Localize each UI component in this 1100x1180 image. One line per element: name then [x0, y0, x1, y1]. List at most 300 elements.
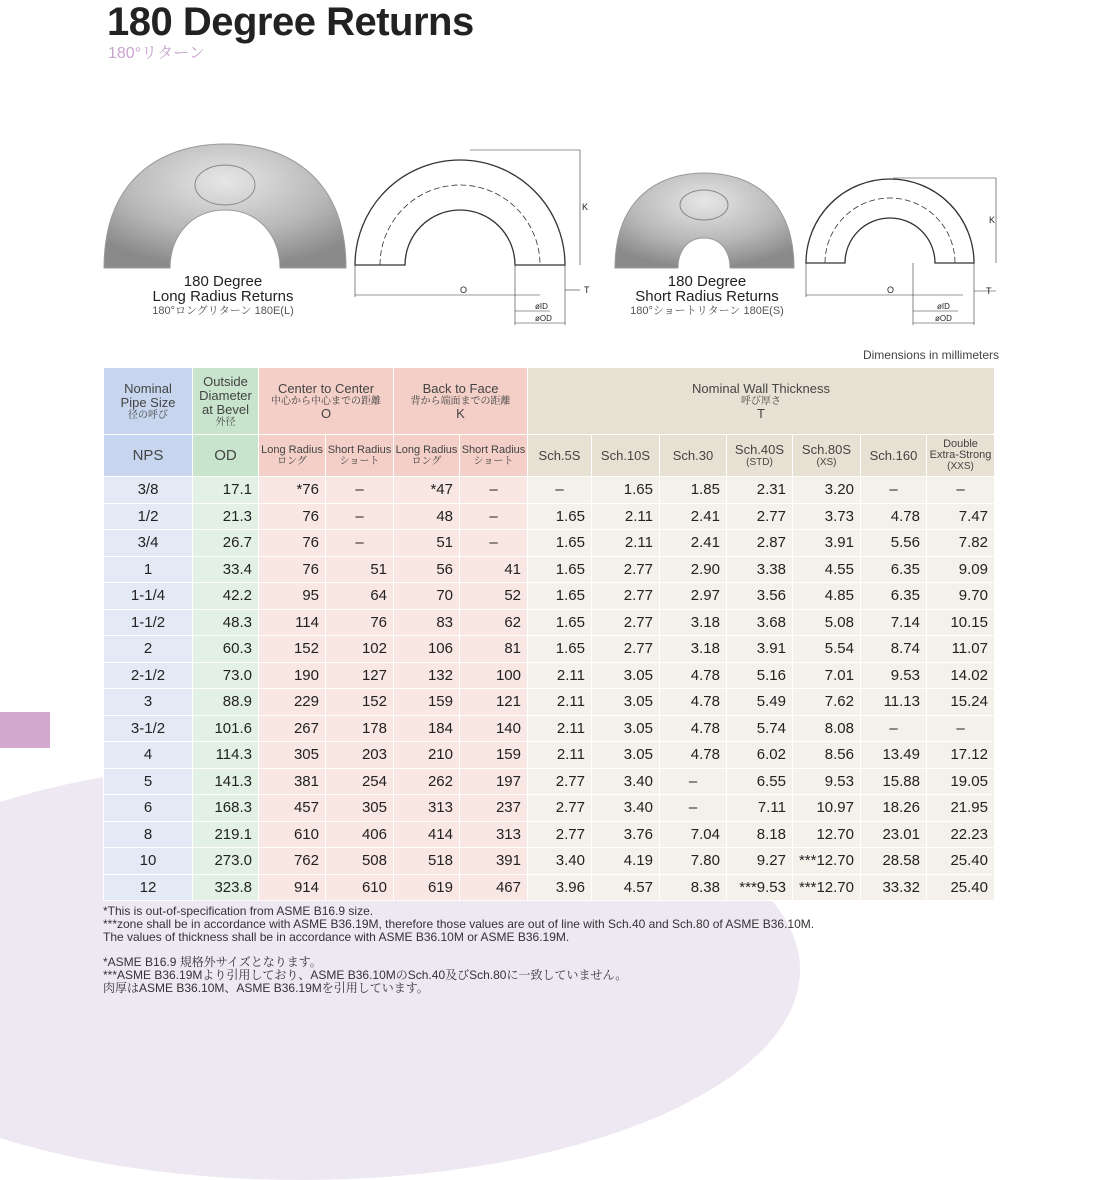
- table-cell: 5.54: [793, 636, 861, 663]
- table-cell: 4.78: [861, 503, 927, 530]
- table-cell: 3.05: [592, 742, 660, 769]
- table-cell: 17.12: [927, 742, 995, 769]
- table-cell: 48.3: [193, 609, 259, 636]
- table-cell: 9.70: [927, 583, 995, 610]
- table-row: [104, 874, 995, 901]
- table-cell: 3.91: [727, 636, 793, 663]
- table-cell: 2.77: [592, 609, 660, 636]
- table-cell: 467: [460, 874, 528, 901]
- label-o-short: O: [887, 285, 895, 295]
- table-cell: 33.4: [193, 556, 259, 583]
- header-ctc-en: Center to Center: [277, 380, 375, 396]
- cell-nps: 1-1/4: [104, 583, 193, 610]
- header-btf-long: [394, 435, 460, 477]
- cell-nps: 3/4: [104, 530, 193, 557]
- table-cell: –: [927, 477, 995, 504]
- label-t: T: [584, 285, 590, 295]
- header-xxs-l1: Double: [943, 438, 978, 450]
- header-btf-short: [460, 435, 528, 477]
- table-cell: 210: [394, 742, 460, 769]
- header-od-l3: at Bevel: [202, 401, 249, 417]
- table-cell: 25.40: [927, 874, 995, 901]
- table-cell: 51: [326, 556, 394, 583]
- table-cell: 7.01: [793, 662, 861, 689]
- table-cell: 3.05: [592, 715, 660, 742]
- header-ctc-short-jp: ショート: [339, 455, 380, 467]
- table-cell: 28.58: [861, 848, 927, 875]
- table-cell: 3.96: [528, 874, 592, 901]
- table-row: [104, 636, 995, 663]
- table-cell: 10.15: [927, 609, 995, 636]
- table-cell: 25.40: [927, 848, 995, 875]
- page-subtitle: 180°リターン: [108, 45, 205, 62]
- table-cell: 102: [326, 636, 394, 663]
- header-od: [193, 368, 259, 435]
- header-sch30: [660, 435, 727, 477]
- table-cell: 254: [326, 768, 394, 795]
- table-cell: 106: [394, 636, 460, 663]
- table-cell: 52: [460, 583, 528, 610]
- label-k: K: [582, 202, 589, 212]
- header-nps-label: NPS: [132, 447, 164, 464]
- table-cell: 2.77: [528, 768, 592, 795]
- cell-nps: 1-1/2: [104, 609, 193, 636]
- table-row: [104, 821, 995, 848]
- label-od: øOD: [535, 314, 552, 323]
- table-cell: 21.3: [193, 503, 259, 530]
- header-ctc-sym: O: [320, 405, 332, 421]
- header-ctc-long-label: Long Radius: [261, 443, 323, 456]
- header-xxs-l2: Extra-Strong: [929, 449, 992, 461]
- header-sch160: [861, 435, 927, 477]
- short-radius-caption: [612, 274, 802, 319]
- page-title: 180 Degree Returns: [107, 0, 474, 44]
- table-cell: 11.13: [861, 689, 927, 716]
- header-od-l2: Diameter: [199, 387, 252, 403]
- table-cell: 4.78: [660, 742, 727, 769]
- table-cell: 81: [460, 636, 528, 663]
- note-en-2: ***zone shall be in accordance with ASME B36.19M, therefore those values are out of line with Sch.40 and Sch.80 of ASME B36.10M.: [103, 917, 815, 931]
- table-cell: 15.24: [927, 689, 995, 716]
- table-row: [104, 768, 995, 795]
- table-row: [104, 583, 995, 610]
- table-cell: 8.08: [793, 715, 861, 742]
- table-cell: 6.55: [727, 768, 793, 795]
- header-nominal-l2: Pipe Size: [120, 394, 176, 410]
- cell-nps: 6: [104, 795, 193, 822]
- table-cell: 159: [460, 742, 528, 769]
- table-cell: 9.53: [793, 768, 861, 795]
- header-sch10s: [592, 435, 660, 477]
- table-cell: 19.05: [927, 768, 995, 795]
- table-cell: 2.77: [528, 795, 592, 822]
- table-cell: 168.3: [193, 795, 259, 822]
- header-back-to-face: [394, 368, 528, 435]
- table-cell: 101.6: [193, 715, 259, 742]
- table-cell: –: [660, 768, 727, 795]
- table-row: [104, 795, 995, 822]
- table-cell: 5.16: [727, 662, 793, 689]
- table-row: [104, 848, 995, 875]
- cell-nps: 4: [104, 742, 193, 769]
- table-cell: 8.56: [793, 742, 861, 769]
- table-cell: 508: [326, 848, 394, 875]
- header-nps: [104, 435, 193, 477]
- table-cell: 267: [259, 715, 326, 742]
- table-row: [104, 530, 995, 557]
- table-cell: 9.09: [927, 556, 995, 583]
- label-t-short: T: [986, 286, 992, 296]
- table-cell: 5.56: [861, 530, 927, 557]
- header-sch80s: [793, 435, 861, 477]
- table-cell: 518: [394, 848, 460, 875]
- table-cell: 2.77: [592, 583, 660, 610]
- table-cell: 4.78: [660, 715, 727, 742]
- header-sch5s: [528, 435, 592, 477]
- table-cell: 1.65: [528, 530, 592, 557]
- header-sch10s-label: Sch.10S: [600, 447, 651, 463]
- table-row: [104, 477, 995, 504]
- short-radius-drawing: [803, 175, 1003, 335]
- table-cell: 2.31: [727, 477, 793, 504]
- header-sch30-label: Sch.30: [672, 447, 714, 463]
- table-cell: 152: [326, 689, 394, 716]
- table-cell: 12.70: [793, 821, 861, 848]
- table-cell: 7.14: [861, 609, 927, 636]
- table-cell: 178: [326, 715, 394, 742]
- table-cell: 159: [394, 689, 460, 716]
- table-cell: *76: [259, 477, 326, 504]
- header-ctc-short: [326, 435, 394, 477]
- table-cell: 1.65: [528, 583, 592, 610]
- table-cell: 1.65: [528, 556, 592, 583]
- header-ctc-long: [259, 435, 326, 477]
- table-cell: 41: [460, 556, 528, 583]
- cell-nps: 1/2: [104, 503, 193, 530]
- header-sch40s-label: Sch.40S: [734, 442, 785, 457]
- table-cell: 3.68: [727, 609, 793, 636]
- table-cell: 1.65: [528, 503, 592, 530]
- table-cell: 4.19: [592, 848, 660, 875]
- long-radius-drawing: [350, 145, 590, 335]
- table-cell: 3.76: [592, 821, 660, 848]
- table-cell: 237: [460, 795, 528, 822]
- dimensions-table: [103, 367, 995, 901]
- table-cell: 190: [259, 662, 326, 689]
- table-cell: 391: [460, 848, 528, 875]
- dimensions-note: Dimensions in millimeters: [862, 348, 999, 362]
- table-cell: 76: [259, 556, 326, 583]
- header-ctc-long-jp: ロング: [277, 455, 307, 467]
- table-cell: 610: [259, 821, 326, 848]
- table-cell: 762: [259, 848, 326, 875]
- header-ctc-jp: 中心から中心までの距離: [271, 395, 381, 407]
- table-cell: 4.78: [660, 662, 727, 689]
- header-btf-jp: 背から端面までの距離: [410, 395, 511, 407]
- note-en-3: The values of thickness shall be in accordance with ASME B36.10M or ASME B36.19M.: [103, 930, 570, 944]
- table-cell: 7.04: [660, 821, 727, 848]
- table-cell: 26.7: [193, 530, 259, 557]
- table-cell: 3.40: [592, 795, 660, 822]
- table-row: [104, 662, 995, 689]
- table-row: [104, 715, 995, 742]
- table-cell: –: [326, 477, 394, 504]
- table-cell: 70: [394, 583, 460, 610]
- table-cell: 229: [259, 689, 326, 716]
- table-cell: 141.3: [193, 768, 259, 795]
- table-cell: –: [660, 795, 727, 822]
- table-cell: 23.01: [861, 821, 927, 848]
- table-cell: 4.85: [793, 583, 861, 610]
- cell-nps: 1: [104, 556, 193, 583]
- header-od-jp: 外径: [215, 416, 236, 428]
- table-cell: 114: [259, 609, 326, 636]
- note-en-1: *This is out-of-specification from ASME B16.9 size.: [103, 904, 374, 918]
- table-cell: 10.97: [793, 795, 861, 822]
- table-cell: 1.65: [592, 477, 660, 504]
- table-cell: –: [326, 530, 394, 557]
- short-caption-line1: 180 Degree: [667, 273, 747, 290]
- table-cell: 3.05: [592, 662, 660, 689]
- label-k-short: K: [989, 215, 996, 225]
- header-sch5s-label: Sch.5S: [538, 447, 581, 463]
- table-row: [104, 503, 995, 530]
- table-cell: 2.90: [660, 556, 727, 583]
- table-cell: 203: [326, 742, 394, 769]
- table-cell: –: [460, 477, 528, 504]
- table-cell: 2.87: [727, 530, 793, 557]
- cell-nps: 12: [104, 874, 193, 901]
- header-nwt-sym: T: [757, 405, 765, 421]
- header-nominal-l1: Nominal: [124, 380, 172, 396]
- cell-nps: 10: [104, 848, 193, 875]
- table-cell: 3.18: [660, 609, 727, 636]
- long-radius-caption: [128, 274, 318, 319]
- table-cell: ***9.53: [727, 874, 793, 901]
- table-cell: –: [927, 715, 995, 742]
- table-row: [104, 556, 995, 583]
- cell-nps: 2: [104, 636, 193, 663]
- table-cell: ***12.70: [793, 848, 861, 875]
- header-odcol: [193, 435, 259, 477]
- header-nominal: [104, 368, 193, 435]
- table-cell: –: [460, 503, 528, 530]
- table-cell: 60.3: [193, 636, 259, 663]
- table-cell: 76: [326, 609, 394, 636]
- table-cell: 197: [460, 768, 528, 795]
- table-cell: 2.77: [592, 556, 660, 583]
- table-cell: 152: [259, 636, 326, 663]
- short-caption-line2: Short Radius Returns: [635, 288, 779, 305]
- header-nominal-jp: 径の呼び: [128, 409, 168, 421]
- table-cell: 3.40: [528, 848, 592, 875]
- table-cell: 4.78: [660, 689, 727, 716]
- header-ctc-short-label: Short Radius: [327, 443, 392, 456]
- table-cell: 3.05: [592, 689, 660, 716]
- table-cell: *47: [394, 477, 460, 504]
- header-btf-long-label: Long Radius: [395, 443, 458, 456]
- table-cell: 2.97: [660, 583, 727, 610]
- table-cell: 121: [460, 689, 528, 716]
- cell-nps: 2-1/2: [104, 662, 193, 689]
- table-cell: 219.1: [193, 821, 259, 848]
- table-cell: 3.91: [793, 530, 861, 557]
- table-row: [104, 742, 995, 769]
- table-cell: 73.0: [193, 662, 259, 689]
- table-cell: 15.88: [861, 768, 927, 795]
- table-cell: 273.0: [193, 848, 259, 875]
- table-cell: 2.11: [592, 503, 660, 530]
- table-cell: 7.47: [927, 503, 995, 530]
- table-cell: –: [861, 477, 927, 504]
- table-row: [104, 609, 995, 636]
- table-cell: 184: [394, 715, 460, 742]
- table-cell: 4.55: [793, 556, 861, 583]
- table-cell: 42.2: [193, 583, 259, 610]
- header-sch80s-label: Sch.80S: [801, 442, 852, 457]
- table-cell: 11.07: [927, 636, 995, 663]
- table-cell: 313: [460, 821, 528, 848]
- header-sch80s-sub: (XS): [816, 457, 837, 468]
- table-cell: 2.11: [528, 742, 592, 769]
- label-od-short: øOD: [935, 314, 952, 323]
- table-cell: 4.57: [592, 874, 660, 901]
- header-center-to-center: [259, 368, 394, 435]
- table-cell: –: [326, 503, 394, 530]
- header-nwt-en: Nominal Wall Thickness: [692, 380, 830, 396]
- table-cell: 88.9: [193, 689, 259, 716]
- table-cell: 3.20: [793, 477, 861, 504]
- table-cell: 610: [326, 874, 394, 901]
- table-cell: 2.41: [660, 503, 727, 530]
- table-cell: 1.65: [528, 609, 592, 636]
- header-od-l1: Outside: [203, 373, 248, 389]
- table-cell: 13.49: [861, 742, 927, 769]
- table-cell: 7.62: [793, 689, 861, 716]
- cell-nps: 8: [104, 821, 193, 848]
- header-xxs-sub: (XXS): [947, 461, 974, 472]
- side-tab: [0, 712, 50, 748]
- table-cell: 2.11: [592, 530, 660, 557]
- header-btf-short-jp: ショート: [473, 455, 514, 467]
- table-cell: 83: [394, 609, 460, 636]
- table-cell: 2.41: [660, 530, 727, 557]
- table-cell: 1.65: [528, 636, 592, 663]
- table-cell: 22.23: [927, 821, 995, 848]
- table-cell: 14.02: [927, 662, 995, 689]
- table-cell: 21.95: [927, 795, 995, 822]
- table-cell: 3.18: [660, 636, 727, 663]
- table-cell: 9.53: [861, 662, 927, 689]
- table-cell: 1.85: [660, 477, 727, 504]
- table-cell: 3.38: [727, 556, 793, 583]
- header-xxs: [927, 435, 995, 477]
- footnotes: [103, 905, 814, 995]
- header-wall-thickness: [528, 368, 995, 435]
- table-cell: 5.08: [793, 609, 861, 636]
- table-cell: 7.11: [727, 795, 793, 822]
- table-cell: 5.49: [727, 689, 793, 716]
- table-cell: 7.80: [660, 848, 727, 875]
- table-cell: 95: [259, 583, 326, 610]
- table-cell: 18.26: [861, 795, 927, 822]
- table-cell: 6.35: [861, 583, 927, 610]
- table-cell: 64: [326, 583, 394, 610]
- table-cell: 2.77: [727, 503, 793, 530]
- table-cell: 140: [460, 715, 528, 742]
- short-radius-photo: [612, 170, 797, 270]
- table-cell: 313: [394, 795, 460, 822]
- cell-nps: 3/8: [104, 477, 193, 504]
- table-cell: 6.35: [861, 556, 927, 583]
- header-btf-short-label: Short Radius: [461, 443, 526, 456]
- table-cell: 3.73: [793, 503, 861, 530]
- table-cell: –: [861, 715, 927, 742]
- table-row: [104, 689, 995, 716]
- table-cell: 381: [259, 768, 326, 795]
- table-cell: –: [528, 477, 592, 504]
- label-o: O: [460, 285, 468, 295]
- header-sch40s: [727, 435, 793, 477]
- table-cell: 51: [394, 530, 460, 557]
- short-caption-jp: 180°ショートリターン 180E(S): [630, 305, 784, 317]
- table-cell: 619: [394, 874, 460, 901]
- table-cell: 62: [460, 609, 528, 636]
- table-cell: 305: [259, 742, 326, 769]
- table-cell: 33.32: [861, 874, 927, 901]
- table-cell: 48: [394, 503, 460, 530]
- header-sch40s-sub: (STD): [746, 457, 773, 468]
- table-cell: 2.77: [528, 821, 592, 848]
- table-cell: 2.11: [528, 689, 592, 716]
- table-cell: 2.77: [592, 636, 660, 663]
- table-cell: 414: [394, 821, 460, 848]
- table-cell: 17.1: [193, 477, 259, 504]
- table-cell: –: [460, 530, 528, 557]
- table-cell: 9.27: [727, 848, 793, 875]
- note-jp-2: ***ASME B36.19Mより引用しており、ASME B36.10MのSch.40及びSch.80に一致していません。: [103, 968, 628, 982]
- table-cell: 262: [394, 768, 460, 795]
- table-cell: 457: [259, 795, 326, 822]
- header-sch160-label: Sch.160: [869, 447, 918, 463]
- long-caption-line2: Long Radius Returns: [152, 288, 294, 305]
- cell-nps: 5: [104, 768, 193, 795]
- cell-nps: 3: [104, 689, 193, 716]
- cell-nps: 3-1/2: [104, 715, 193, 742]
- header-nwt-jp: 呼び厚さ: [741, 395, 781, 407]
- table-cell: 56: [394, 556, 460, 583]
- note-jp-1: *ASME B16.9 規格外サイズとなります。: [103, 955, 322, 969]
- table-cell: 114.3: [193, 742, 259, 769]
- long-caption-line1: 180 Degree: [183, 273, 263, 290]
- header-btf-en: Back to Face: [422, 380, 499, 396]
- header-btf-long-jp: ロング: [411, 455, 442, 467]
- table-cell: 3.40: [592, 768, 660, 795]
- table-cell: 132: [394, 662, 460, 689]
- table-body: [104, 477, 995, 901]
- table-cell: 406: [326, 821, 394, 848]
- table-cell: 2.11: [528, 715, 592, 742]
- note-jp-3: 肉厚はASME B36.10M、ASME B36.19Mを引用しています。: [103, 981, 429, 995]
- label-id: øID: [535, 302, 548, 311]
- table-cell: 3.56: [727, 583, 793, 610]
- table-cell: 8.18: [727, 821, 793, 848]
- header-btf-sym: K: [456, 405, 465, 421]
- header-odcol-label: OD: [214, 447, 237, 464]
- table-cell: 127: [326, 662, 394, 689]
- table-cell: 6.02: [727, 742, 793, 769]
- table-cell: 323.8: [193, 874, 259, 901]
